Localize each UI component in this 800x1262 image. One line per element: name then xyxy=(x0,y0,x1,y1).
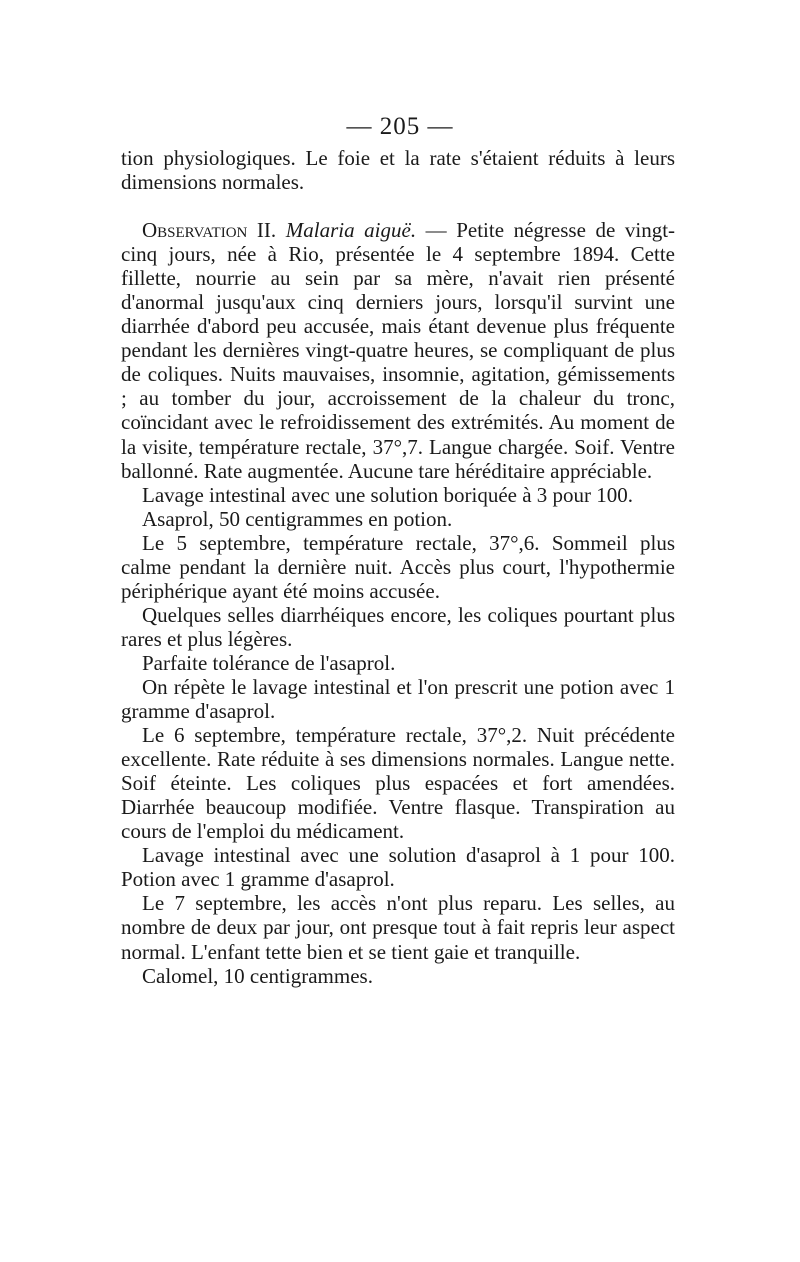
paragraph-asaprol-50: Asaprol, 50 centigrammes en potion. xyxy=(142,506,453,531)
intro-paragraph: tion physiologiques. Le foie et la rate s'étaient réduits à leurs dimensions normales. xyxy=(121,146,675,195)
observation-title: Malaria aiguë. xyxy=(285,218,417,243)
paragraph-selles: Quelques selles diarrhéiques encore, les coliques pourtant plus rares et plus légères. xyxy=(121,602,675,651)
observation-text: Petite négresse de vingt-cinq jours, née à Rio, présentée le 4 septembre 1894. Cette fillette, nourrie au sein par sa mère, n'avait rien présenté d'anormal jusqu'aux cinq derniers jours, lorsqu'il survint une diarrhée d'abord peu accusée, mais étant devenue plus fréquente pendant les dernières vingt-quatre heures, se compliquant de plus de coliques. Nuits mauvaises, insomnie, agitation, gémissements ; au tomber du jour, accroissement de la chaleur du tronc, coïncidant avec le refroidissement des extrémités. Au moment de la visite, température rectale, 37°,7. Langue chargée. Soif. Ventre ballonné. Rate augmentée. Aucune tare héréditaire appréciable. xyxy=(121,218,676,483)
body-text xyxy=(121,146,675,988)
observation-paragraph xyxy=(121,218,675,483)
paragraph-lavage-boriquee: Lavage intestinal avec une solution boriquée à 3 pour 100. xyxy=(142,482,634,507)
paragraph-calomel: Calomel, 10 centigrammes. xyxy=(142,963,373,988)
paragraph-gap xyxy=(121,194,675,218)
paragraph-5-septembre: Le 5 septembre, température rectale, 37°,6. Sommeil plus calme pendant la dernière nuit. Accès plus court, l'hypothermie périphérique ayant été moins accusée. xyxy=(121,530,675,603)
paragraph-repete-lavage: On répète le lavage intestinal et l'on prescrit une potion avec 1 gramme d'asaprol. xyxy=(121,674,675,724)
paragraph-7-septembre: Le 7 septembre, les accès n'ont plus reparu. Les selles, au nombre de deux par jour, ont presque tout à fait repris leur aspect normal. L'enfant tette bien et se tient gaie et tranquille. xyxy=(121,891,675,964)
paragraph-lavage-asaprol: Lavage intestinal avec une solution d'asaprol à 1 pour 100. Potion avec 1 gramme d'asaprol. xyxy=(121,843,675,892)
paragraph-6-septembre: Le 6 septembre, température rectale, 37°,2. Nuit précédente excellente. Rate réduite à ses dimensions normales. Langue nette. Soif éteinte. Les coliques plus espacées et fort amendées. Diarrhée beaucoup modifiée. Ventre flasque. Transpiration au cours de l'emploi du médicament. xyxy=(121,723,675,844)
page-number: — 205 — xyxy=(346,113,454,140)
paragraph-tolerance: Parfaite tolérance de l'asaprol. xyxy=(142,650,396,675)
observation-label: Observation II. xyxy=(142,218,277,243)
observation-dash: — xyxy=(416,218,457,243)
